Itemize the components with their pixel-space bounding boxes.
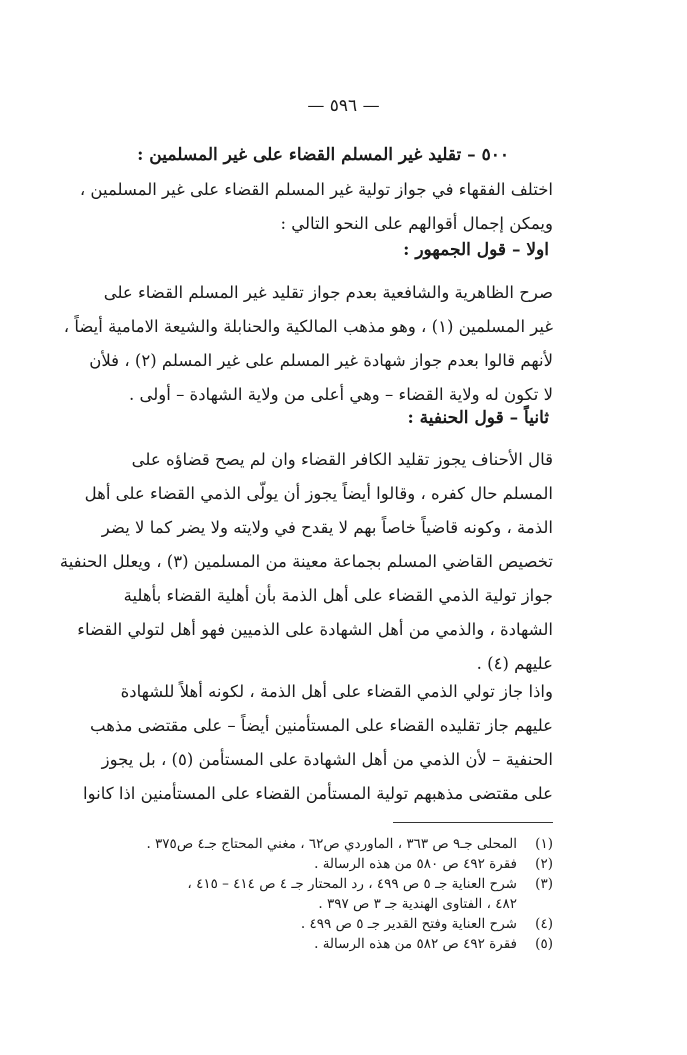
first-opinion-paragraph [63,276,553,412]
paragraph-line: الحنفية – لأن الذمي من أهل الشهادة على المستأمن (٥) ، بل يجوز [101,750,553,769]
paragraph-line: لا تكون له ولاية القضاء – وهي أعلى من ولاية الشهادة – أولى . [129,385,553,404]
paragraph-line: الشهادة ، والذمي من أهل الشهادة على الذميين فهو أهل لتولي القضاء [77,620,553,639]
paragraph-line: على مقتضى مذهبهم تولية المستأمن القضاء على المستأمنين اذا كانوا [83,784,553,803]
footnote-number: (١) [535,836,553,852]
footnotes [133,834,553,954]
footnote-text: المحلى جـ٩ ص ٣٦٣ ، الماوردي ص٦٢ ، مغني المحتاج جـ٤ ص٣٧٥ . [146,836,517,852]
intro-paragraph [79,173,553,241]
paragraph-line: واذا جاز تولي الذمي القضاء على أهل الذمة ، لكونه أهلاً للشهادة [120,682,553,701]
page-number: — ٥٩٦ — [307,96,380,116]
paragraph-line: عليهم جاز تقليده القضاء على المستأمنين أيضاً – على مقتضى مذهب [90,716,553,735]
footnote-number: (٤) [535,916,553,932]
footnote [133,914,553,934]
footnote-text: شرح العناية جـ ٥ ص ٤٩٩ ، رد المحتار جـ ٤ ص ٤١٤ – ٤١٥ ، [187,876,517,892]
footnote-number: (٣) [535,876,553,892]
footnote [133,834,553,854]
footnote-divider [393,822,553,823]
footnote-number: (٥) [535,936,553,952]
paragraph-line: اختلف الفقهاء في جواز تولية غير المسلم القضاء على غير المسلمين ، [79,180,553,199]
first-opinion-heading: اولا – قول الجمهور : [403,240,549,260]
section-heading: ٥٠٠ – تقليد غير المسلم القضاء على غير المسلمين : [137,145,509,165]
footnote-text: ٤٨٢ ، الفتاوى الهندية جـ ٣ ص ٣٩٧ . [318,896,517,912]
footnote [133,934,553,954]
footnote [133,874,553,914]
paragraph-line: المسلم حال كفره ، وقالوا أيضاً يجوز أن يولّى الذمي القضاء على أهل [84,484,553,503]
second-opinion-heading: ثانياً – قول الحنفية : [407,408,549,428]
third-paragraph [83,675,553,811]
paragraph-line: عليهم (٤) . [476,654,553,673]
paragraph-line: لأنهم قالوا بعدم جواز شهادة غير المسلم على غير المسلم (٢) ، فلأن [89,351,553,370]
paragraph-line: تخصيص القاضي المسلم بجماعة معينة من المسلمين (٣) ، ويعلل الحنفية [59,552,553,571]
second-opinion-paragraph [59,443,553,681]
paragraph-line: جواز تولية الذمي القضاء على أهل الذمة بأن أهلية القضاء بأهلية [123,586,553,605]
footnote [133,854,553,874]
paragraph-line: قال الأحناف يجوز تقليد الكافر القضاء وان لم يصح قضاؤه على [131,450,553,469]
footnote-text: فقرة ٤٩٢ ص ٥٨٢ من هذه الرسالة . [314,936,517,952]
footnote-text: فقرة ٤٩٢ ص ٥٨٠ من هذه الرسالة . [314,856,517,872]
footnote-number: (٢) [535,856,553,872]
paragraph-line: غير المسلمين (١) ، وهو مذهب المالكية والحنابلة والشيعة الامامية أيضاً ، [63,317,553,336]
paragraph-line: صرح الظاهرية والشافعية بعدم جواز تقليد غير المسلم القضاء على [103,283,553,302]
paragraph-line: الذمة ، وكونه قاضياً خاصاً بهم لا يقدح في ولايته ولا يضر كما لا يضر [101,518,553,537]
footnote-text: شرح العناية وفتح القدير جـ ٥ ص ٤٩٩ . [300,916,517,932]
paragraph-line: ويمكن إجمال أقوالهم على النحو التالي : [280,214,553,233]
